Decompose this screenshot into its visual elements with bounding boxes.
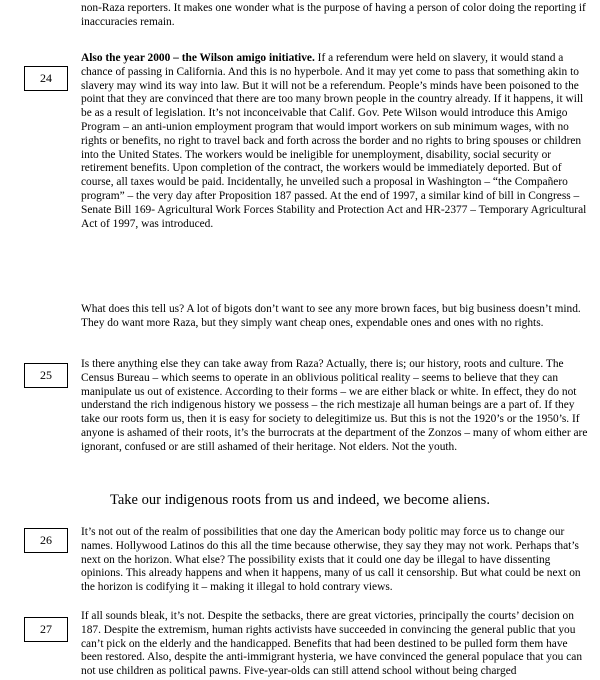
section-body: If a referendum were held on slavery, it would stand a chance of passing in California. And this is no hyperbole. And it may yet come to pass that something akin to slavery may wind its way into law. But it will not be a referendum. People’s minds have been poisoned to the point that they are convinced that there are too many brown people in the country already. If it happens, it will be as a result of legislation. It’s not inconceivable that Calif. Gov. Pete Wilson would introduce this Amigo Program – an anti-union employment program that would import workers on sub minimum wages, with no rights or benefits, no right to travel back and forth across the border and no rights to bring spouses or children into the United States. The workers would be ineligible for unemployment, disability, social security or retirement benefits. Upon completion of the contract, the workers would be immediately deported. But of course, all taxes would be paid. Incidentally, he unveiled such a proposal in Washington – “the Compañero program” – the very day after Proposition 187 passed. At the end of 1997, a similar kind of bill in Congress – Senate Bill 169- Agricultural Work Forces Stability and Protection Act and HR-2377 – Temporary Agricultural Act of 1997, was introduced. [81, 52, 587, 230]
section-25-paragraph: Is there anything else they can take away from Raza? Actually, there is; our history, roots and culture. The Census Bureau – which seems to operate in an oblivious political reality – seems to believe that they can manipulate us out of existence. According to their forms – we are either black or white. In effect, they do not understand the rich indigenous history we possess – the rich mestizaje all human beings are a part of. If they take our roots form us, then it is easy for society to delegitimize us. But this is not the 1920’s or the 1950’s. If anyone is ashamed of their roots, it’s the burrocrats at the department of the Zonzos – many of whom either are ignorant, confused or are still ashamed of their heritage. Not elders. Not the youth. [81, 358, 588, 453]
section-27-paragraph: If all sounds bleak, it’s not. Despite the setbacks, there are great victories, principally the courts’ decision on 187. Despite the extremism, human rights activists have succeeded in convincing the general public that you can’t pick on the elderly and the handicapped. Benefits that had been destined to be pulled form them have been restored. Also, despite the anti-immigrant hysteria, we have convinced the general populace that you can not use children as political pawns. Five-year-olds can still attend school without being charged [81, 610, 583, 678]
pull-quote: Take our indigenous roots from us and indeed, we become aliens. [110, 492, 490, 508]
section-24-followup: What does this tell us? A lot of bigots don’t want to see any more brown faces, but big business doesn’t mind. They do want more Raza, but they simply want cheap ones, expendable ones and ones with no rights. [81, 303, 581, 329]
continued-paragraph: non-Raza reporters. It makes one wonder what is the purpose of having a person of color doing the reporting if inaccuracies remain. [81, 2, 586, 28]
section-26-paragraph: It’s not out of the realm of possibilities that one day the American body politic may force us to change our names. Hollywood Latinos do this all the time because otherwise, they say they may not work. Perhaps that’s next on the horizon. What else? The possibility exists that it could one day be illegal to have dissenting opinions. This already happens and when it happens, many of us call it censorship. But what could be next on the horizon is codifying it – making it illegal to hold contrary views. [81, 526, 581, 594]
section-24-paragraph [81, 52, 591, 231]
section-number-box: 26 [24, 528, 68, 553]
section-number-box: 27 [24, 617, 68, 642]
section-heading: Also the year 2000 – the Wilson amigo initiative. [81, 52, 315, 64]
section-number-box: 24 [24, 66, 68, 91]
section-number-box: 25 [24, 363, 68, 388]
